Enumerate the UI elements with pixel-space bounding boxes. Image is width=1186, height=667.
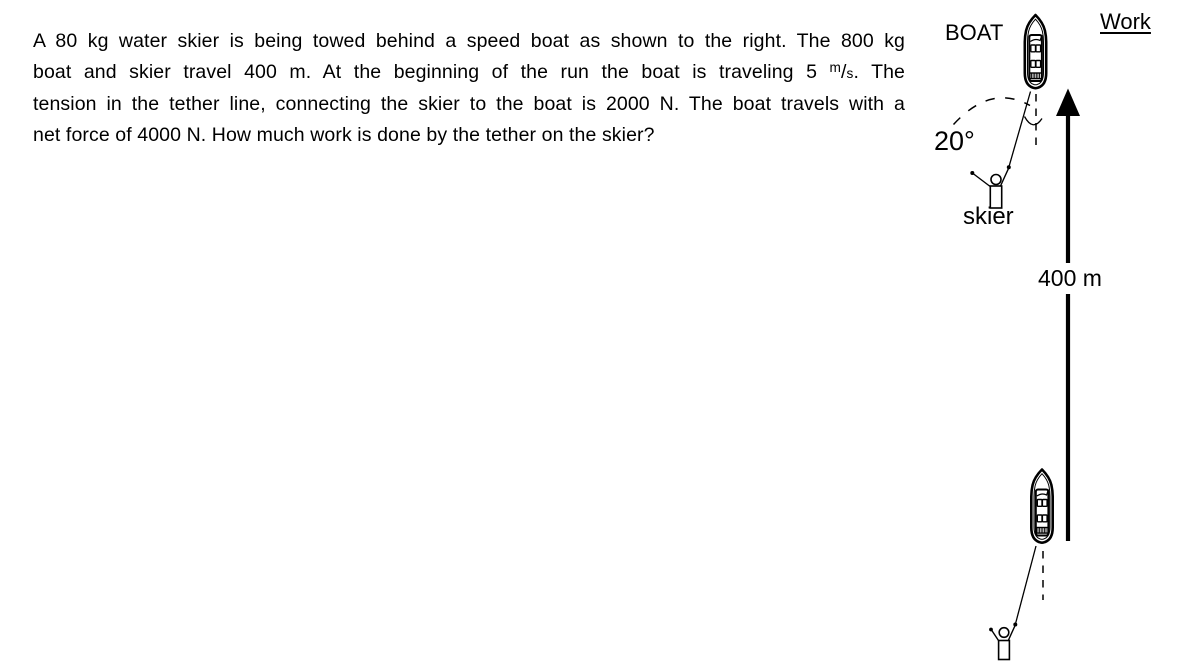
skier-body xyxy=(999,641,1010,660)
dashed-arc-icon xyxy=(954,98,1031,125)
boat-icon xyxy=(1031,470,1052,543)
angle-marker-arc-icon xyxy=(1025,117,1043,125)
problem-text: net force of 4000 N. How much work is done by the tether on the skier? xyxy=(33,124,655,146)
arrow-head xyxy=(1056,89,1080,117)
boat-label: BOAT xyxy=(945,20,1004,45)
skier-left-arm xyxy=(973,174,992,188)
problem-text: . The xyxy=(853,61,905,83)
skier-icon xyxy=(970,165,1011,208)
skier-right-arm xyxy=(1001,168,1009,186)
tether-handle-dot xyxy=(1007,165,1011,169)
work-title: Work xyxy=(1100,9,1151,34)
boat-icon xyxy=(1025,15,1046,88)
tether-line-icon xyxy=(1015,546,1036,625)
skier-icon xyxy=(989,623,1017,660)
ms-slash: / xyxy=(840,61,847,83)
ms-subscript: s xyxy=(846,66,854,81)
skier-label: skier xyxy=(963,203,1014,230)
up-arrow-icon xyxy=(1056,89,1080,542)
problem-text: tension in the tether line, connecting the skier to the boat is 2000 N. The boat travels with a xyxy=(33,93,905,115)
tether-handle-dot xyxy=(1013,623,1017,627)
angle-label: 20° xyxy=(934,126,975,156)
ms-superscript: m xyxy=(829,60,841,76)
skier-head xyxy=(999,628,1009,638)
problem-text: A 80 kg water skier is being towed behind a speed boat as shown to the right. The 800 kg xyxy=(33,30,905,52)
problem-text: boat and skier travel 400 m. At the beginning of the run the boat is traveling 5 xyxy=(33,61,830,83)
skier-left-hand xyxy=(970,171,974,175)
distance-label: 400 m xyxy=(1032,263,1108,294)
skier-left-hand xyxy=(989,628,993,632)
tether-line-icon xyxy=(1009,92,1031,168)
skier-head xyxy=(991,175,1001,185)
